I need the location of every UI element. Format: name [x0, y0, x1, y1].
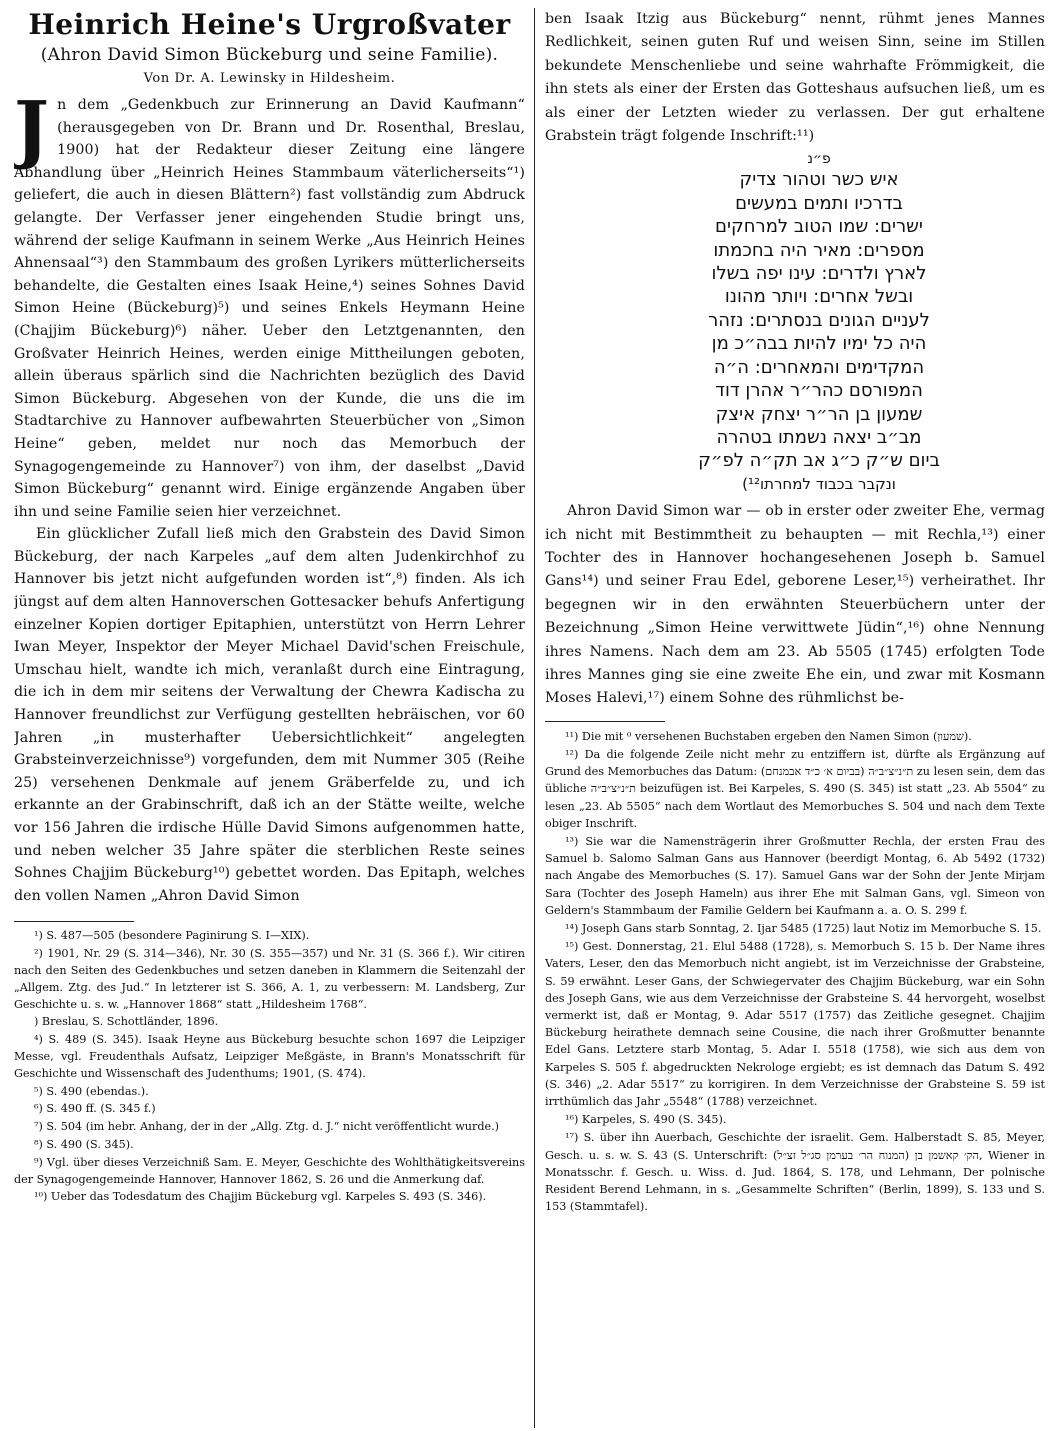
footnote-rule [14, 921, 134, 922]
footnote: ¹⁴) Joseph Gans starb Sonntag, 2. Ijar 5485 (1725) laut Notiz im Memorbuche S. 15. [565, 922, 1042, 936]
epitaph-line: בדרכיו ותמים במעשים [735, 192, 903, 214]
left-footnotes [14, 928, 525, 1206]
column-rule [534, 8, 535, 1428]
epitaph-line: היה כל ימיו להיות בבה״כ מן [711, 333, 927, 355]
right-body-continued [545, 500, 1045, 711]
epitaph-line: לארץ ולדרים: עינו יפה בשלו [711, 263, 927, 285]
footnote: ⁶) S. 490 ff. (S. 345 f.) [34, 1102, 156, 1116]
paragraph: Ahron David Simon war — ob in erster oder zweiter Ehe, vermag ich nicht mit Bestimmtheit zu behaupten — mit Rechla,¹³) einer Tochter des in Hannover hochangesehenen Joseph b. Samuel Gans¹⁴) und seiner Frau Edel, geborene Leser,¹⁵) verheirathet. Ihr begegnen wir in den erwähnten Steuerbüchern unter der Bezeichnung „Simon Heine verwittwete Jüdin“,¹⁶) ohne Nennung ihres Namens. Nach dem am 23. Ab 5505 (1745) erfolgten Tode ihres Mannes ging sie eine zweite Ehe ein, und zwar mit Kosmann Moses Halevi,¹⁷) einem Sohne des rühmlichst be- [545, 503, 1045, 707]
right-body [545, 8, 1045, 148]
footnote: ¹⁰) Ueber das Todesdatum des Chajjim Bückeburg vgl. Karpeles S. 493 (S. 346). [34, 1190, 487, 1204]
footnote: ¹¹) Die mit ⁰ versehenen Buchstaben ergeben den Namen Simon (שמעון). [565, 729, 972, 743]
footnote: ¹⁵) Gest. Donnerstag, 21. Elul 5488 (1728), s. Memorbuch S. 15 b. Der Name ihres Vaters, Leser, den das Memorbuch nicht angiebt, ist im Verzeichnisse der Grabsteine, S. 59 erwähnt. Leser Gans, der Schwiegervater des Chajjim Bückeburg, war ein Sohn des Joseph Gans, wie aus dem Verzeichnisse der Grabsteine S. 44 hervorgeht, woselbst vermerkt ist, daß er Montag, 9. Adar 5517 (1757) das Zeitliche gesegnet. Chajjim Bückeburg heirathete demnach seine Cousine, die nach ihrer Großmutter benannte Edel Gans. Letztere starb Montag, 5. Adar I. 5518 (1758), wie sich aus dem von Karpeles S. 505 f. abgedruckten Nekrologe ergiebt; es ist demnach das Datum S. 492 (S. 346) „2. Adar 5517“ zu korrigiren. In dem Verzeichnisse der Grabsteine S. 59 ist irrthümlich das Jahr „5548“ (1788) verzeichnet. [545, 940, 1045, 1109]
epitaph-line: מב״ב יצאה נשמתו בטהרה [716, 426, 922, 448]
epitaph-line: שמעון בן הר״ר יצחק איצק [715, 403, 923, 425]
footnote: ⁹) Vgl. über dieses Verzeichniß Sam. E. Meyer, Geschichte des Wohlthätigkeitsvereins der Synagogengemeinde Hannover, Hannover 1862, S. 26 und die Anmerkung daf. [14, 1155, 525, 1186]
article-byline: Von Dr. A. Lewinsky in Hildesheim. [143, 71, 396, 86]
footnote: ¹³) Sie war die Namensträgerin ihrer Großmutter Rechla, der ersten Frau des Samuel b. Salomo Salman Gans aus Hannover (beerdigt Montag, 6. Ab 5492 (1732) nach Angabe des Memorbuches (S. 17). Samuel Gans war der Sohn der Jente Mirjam Sara (Tochter des Joseph Hameln) aus ihrer Ehe mit Salman Gans, vgl. Simeon von Geldern's Stammbaum der Familie Geldern bei Kaufmann a. a. O. S. 299 f. [545, 835, 1045, 917]
article-title: Heinrich Heine's Urgroßvater [28, 8, 511, 41]
epitaph-inscription [545, 150, 1045, 496]
footnote-rule [545, 721, 665, 722]
footnote: ²) 1901, Nr. 29 (S. 314—346), Nr. 30 (S. 355—357) und Nr. 31 (S. 366 f.). Wir citiren nach den Seiten des Gedenkbuches und setzen daneben in Klammern die Seitenzahl der „Allgem. Ztg. des Jud.“ In letzterer ist S. 366, A. 1, zu verbessern: M. Landsberg, Zur Geschichte u. s. w. „Hannover 1868“ statt „Hildesheim 1768“. [14, 947, 525, 1011]
epitaph-line: מספרים: מאיר היה בחכמתו [713, 239, 925, 261]
epitaph-line: איש כשר וטהור צדיק [739, 169, 899, 191]
left-body [14, 86, 525, 907]
paragraph: Ein glücklicher Zufall ließ mich den Grabstein des David Simon Bückeburg, der nach Karpeles „auf dem alten Judenkirchhof zu Hannover bis jetzt nicht aufgefunden worden ist“,⁸) finden. Als ich jüngst auf dem alten Hannoverschen Gottesacker behufs Anfertigung einzelner Kopien dortiger Epitaphien, unterstützt von Herrn Lehrer Iwan Meyer, Inspektor der Meyer Michael David'schen Freischule, Umschau hielt, wandte ich mich, veranlaßt durch eine Eintragung, die ich in dem mir seitens der Verwaltung der Chewra Kadischa zu Hannover freundlichst zur Verfügung gestellten hebräischen, vor 60 Jahren „in musterhafter Uebersichtlichkeit“ angelegten Grabsteinverzeichnisse⁹) vorgefunden, dem mit Nummer 305 (Reihe 25) versehenen Denkmale auf jenem Gräberfelde zu, und ich erkannte an der Grabinschrift, daß ich an der Stätte weilte, welche vor 156 Jahren die irdische Hülle David Simons aufgenommen hatte, und neben welcher 35 Jahre später die sterblichen Reste seines Sohnes Chajjim Bückeburg¹⁰) gebettet worden. Das Epitaph, welches den vollen Namen „Ahron David Simon [14, 526, 525, 904]
footnote: ) Breslau, S. Schottländer, 1896. [34, 1015, 219, 1029]
epitaph-line: ביום ש״ק כ״ג אב תק״ה לפ״ק [698, 450, 940, 472]
footnote: ⁴) S. 489 (S. 345). Isaak Heyne aus Bückeburg besuchte schon 1697 die Leipziger Messe, vgl. Freudenthals Aufsatz, Leipziger Meßgäste, in Brann's Monatsschrift für Geschichte und Wissenschaft des Judenthums; 1901, (S. 474). [14, 1033, 525, 1080]
footnote: ¹²) Da die folgende Zeile nicht mehr zu entziffern ist, dürfte als Ergänzung auf Grund des Memorbuches das Datum: ת״נ״צ״ב״ה (בביום א׳ כ״ד אבמנחם) zu lesen sein, dem das übliche ת״נ״צ״ב״ה beizufügen ist. Bei Karpeles, S. 490 (S. 345) ist statt „23. Ab 5504“ zu lesen „23. Ab 5505“ nach dem Wortlaut des Memorbuches S. 504 und nach dem Texte obiger Inschrift. [545, 747, 1045, 830]
paragraph: ben Isaak Itzig aus Bückeburg“ nennt, rühmt jenes Mannes Redlichkeit, seinen guten Ruf und weisen Sinn, seine im Stillen bekundete Menschenliebe und seine wahrhafte Frömmigkeit, die ihn stets als einer der Ersten das Gotteshaus aufsuchen ließ, um es als einer der Letzten wieder zu verlassen. Der gut erhaltene Grabstein trägt folgende Inschrift:¹¹) [545, 11, 1045, 145]
footnote: ⁷) S. 504 (im hebr. Anhang, der in der „Allg. Ztg. d. J.“ nicht veröffentlicht wurde.) [34, 1120, 500, 1134]
article-subtitle: (Ahron David Simon Bückeburg und seine Familie). [40, 45, 499, 65]
epitaph-line: המפורסם כהר״ר אהרן דוד [715, 380, 923, 402]
epitaph-head: פ״נ [807, 151, 831, 168]
paragraph-text: n dem „Gedenkbuch zur Erinnerung an David Kaufmann“ (herausgegeben von Dr. Brann und Dr. Rosenthal, Breslau, 1900) hat der Redakteur dieser Zeitung eine längere Abhandlung über „Heinrich Heines Stammbaum väterlicherseits“¹) geliefert, die auch in diesen Blättern²) fast vollständig zum Abdruck gelangte. Der Verfasser jener eingehenden Studie bringt uns, während der selige Kaufmann in seinem Werke „Aus Heinrich Heines Ahnensaal“³) den Stammbaum des großen Lyrikers mütterlicherseits behandelte, die Gestalten eines Isaak Heine,⁴) seines Sohnes David Simon Heine (Bückeburg)⁵) und seines Enkels Heymann Heine (Chajjim Bückeburg)⁶) näher. Ueber den Letztgenannten, den Großvater Heinrich Heines, werden einige Mittheilungen geboten, allein überaus spärlich sind die Nachrichten bezüglich des David Simon Bückeburg. Abgesehen von der Kunde, die uns die im Stadtarchive zu Hannover aufbewahrten Steuerbücher von „Simon Heine“ geben, meldet nur noch das Memorbuch der Synagogengemeinde zu Hannover⁷) von ihm, der daselbst „David Simon Bückeburg“ genannt wird. Einige ergänzende Angaben über ihn und seine Familie seien hier verzeichnet. [14, 97, 525, 520]
epitaph-line: ישרים: שמו הטוב למרחקים [715, 216, 923, 238]
drop-cap: J [14, 86, 50, 172]
footnote: ⁵) S. 490 (ebendas.). [34, 1084, 149, 1098]
left-column [14, 0, 525, 1431]
epitaph-line: לעניים הגונים בנסתרים: נזהר [708, 309, 930, 331]
footnote: ¹⁷) S. über ihn Auerbach, Geschichte der israelit. Gem. Halberstadt S. 85, Meyer, Gesch. u. s. w. S. 43 (S. Unterschrift: הק׳ קאשמן בן (המנוח הר׳ בערמן סג״ל זצ״ל), Wiener in Monatsschr. f. Gesch. u. Wiss. d. Jud. 1864, S. 178, und Lehmann, Der polnische Resident Berend Lehmann, in s. „Gesammelte Schriften“ (Berlin, 1899), S. 133 und S. 153 (Stammtafel). [545, 1131, 1045, 1214]
epitaph-line: המקדימים והמאחרים: ה״ה [713, 356, 925, 378]
paragraph [14, 86, 525, 523]
right-column [545, 0, 1045, 1431]
epitaph-last-line: ונקבר בכבוד למחרתו¹²) [742, 474, 896, 493]
footnote: ¹) S. 487—505 (besondere Paginirung S. I—XIX). [34, 929, 310, 943]
footnote: ¹⁶) Karpeles, S. 490 (S. 345). [565, 1113, 727, 1127]
epitaph-line: ובשל אחרים: ויותר מהונו [724, 286, 914, 308]
footnote: ⁸) S. 490 (S. 345). [34, 1137, 134, 1151]
right-footnotes [545, 728, 1045, 1216]
